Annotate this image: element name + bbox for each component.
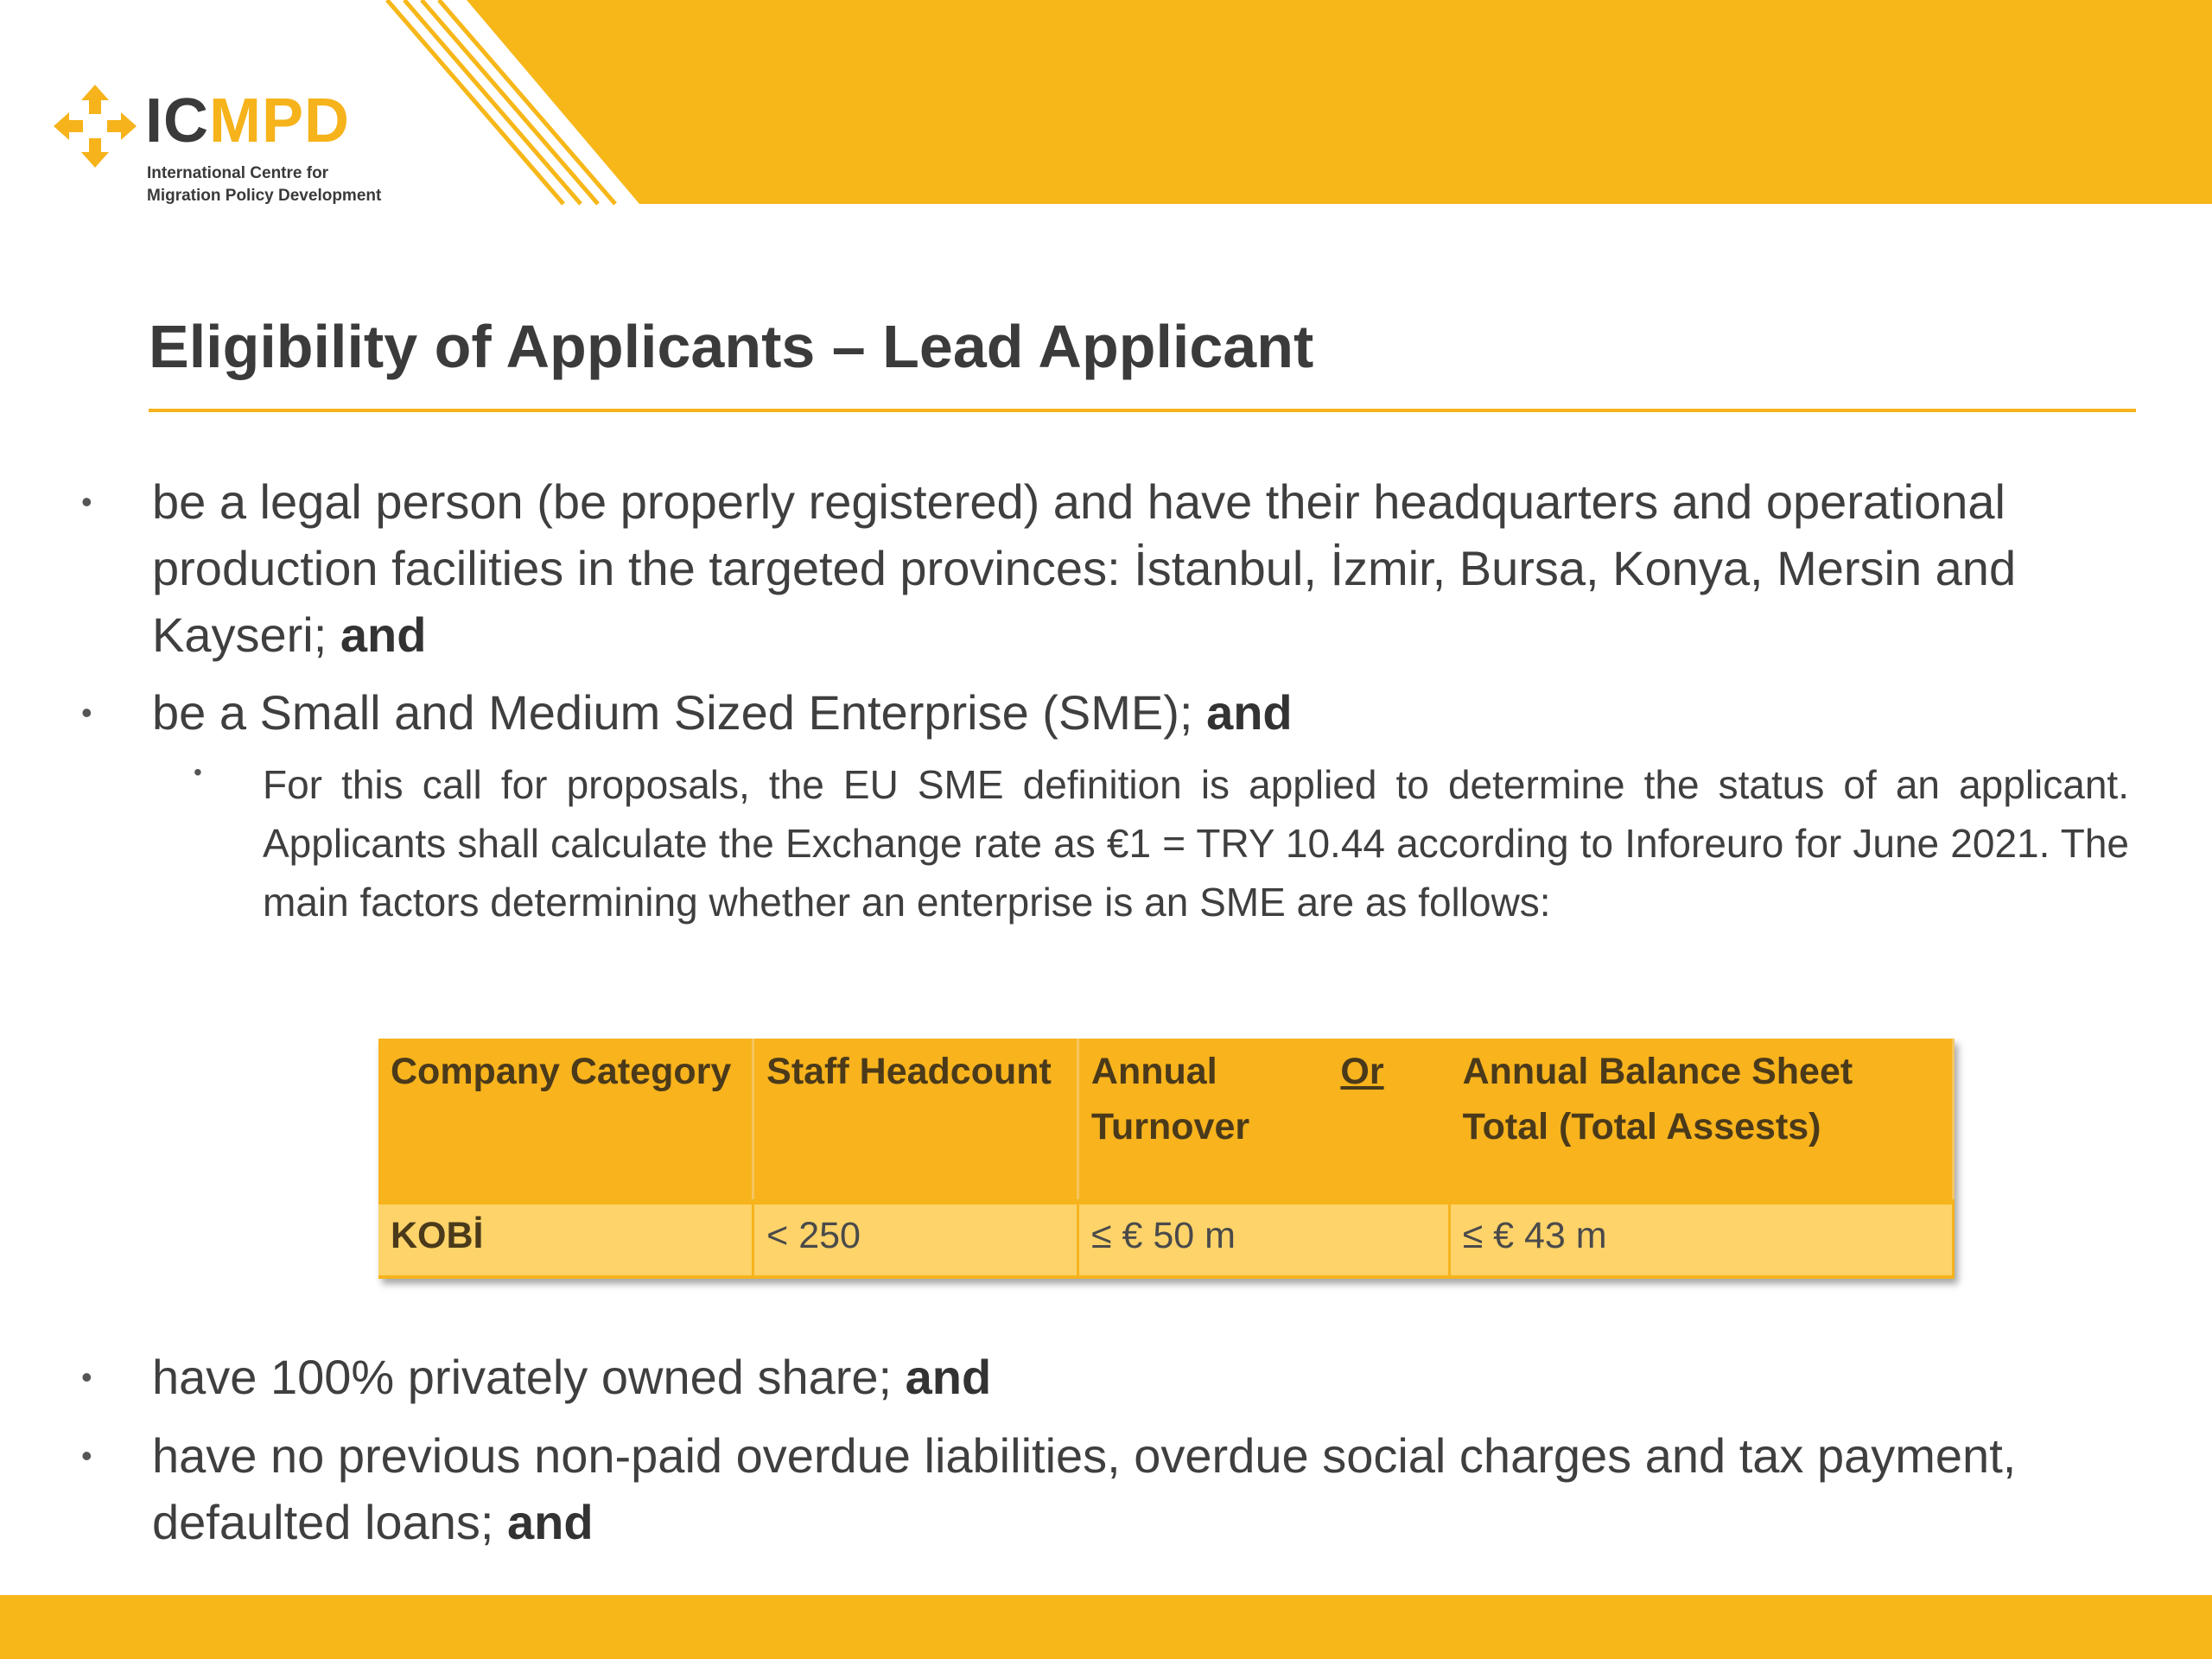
table-row	[378, 1202, 1954, 1277]
sub-bullet-sme-definition: For this call for proposals, the EU SME definition is applied to determine the status of an applicant. Applicants shall calculate the Exchange rate as €1 = TRY 10.44 according to Inforeuro for June 2021. The main factors determining whether an enterprise is an SME are as follows:	[263, 762, 2129, 925]
header-company-category: Company Category	[378, 1039, 753, 1202]
sub-bullet-dot: •	[194, 759, 202, 785]
sme-criteria-table	[378, 1039, 1955, 1279]
bullet-dot: •	[81, 695, 92, 730]
header-balance-sheet: Annual Balance Sheet Total (Total Assests)	[1449, 1039, 1953, 1202]
bullet-no-liabilities	[152, 1422, 2139, 1555]
bullet-legal-person-and: and	[340, 607, 427, 662]
bullet-dot: •	[81, 1359, 92, 1395]
bullet-private-share-text: have 100% privately owned share;	[152, 1350, 893, 1404]
cell-turnover: ≤ € 50 m	[1077, 1202, 1449, 1277]
slide-title: Eligibility of Applicants – Lead Applicant	[149, 313, 1314, 380]
cell-staff: < 250	[753, 1202, 1078, 1277]
bullet-legal-person-text: be a legal person (be properly registered) and have their headquarters and operational production facilities in the targeted provinces: İstanbul, İzmir, Bursa, Konya, Mersin and Kayseri;	[152, 474, 2017, 662]
bullet-legal-person	[152, 468, 2139, 668]
bullet-dot: •	[81, 1438, 92, 1473]
bullet-private-share	[152, 1344, 2139, 1410]
logo-wordmark	[145, 86, 350, 156]
bullet-sme-text: be a Small and Medium Sized Enterprise (SME);	[152, 685, 1193, 740]
cell-category: KOBİ	[378, 1202, 753, 1277]
bullet-sme	[152, 679, 2139, 746]
bullet-dot: •	[81, 484, 92, 519]
icmpd-logo	[52, 83, 432, 213]
logo-subtitle-line1: International Centre for	[147, 164, 329, 182]
footer-band	[0, 1595, 2212, 1659]
header-annual-turnover	[1077, 1039, 1449, 1202]
logo-word-mpd: MPD	[209, 86, 350, 156]
bullet-no-liabilities-and: and	[506, 1495, 594, 1549]
arrows-cross-icon	[52, 83, 138, 169]
bullet-sme-and: and	[1206, 685, 1293, 740]
header-annual-turnover-text: Annual Turnover	[1090, 1051, 1250, 1147]
header-or-link[interactable]: Or	[1340, 1051, 1384, 1092]
logo-subtitle-line2: Migration Policy Development	[147, 187, 382, 205]
table-header-row	[378, 1039, 1954, 1202]
logo-subtitle	[147, 162, 381, 207]
bullet-private-share-and: and	[905, 1350, 992, 1404]
header-staff-headcount: Staff Headcount	[753, 1039, 1078, 1202]
bullet-no-liabilities-text: have no previous non-paid overdue liabilities, overdue social charges and tax payment, defaulted loans;	[152, 1428, 2017, 1549]
logo-word-ic: IC	[145, 86, 209, 156]
cell-balance: ≤ € 43 m	[1449, 1202, 1953, 1277]
title-underline	[149, 409, 2136, 412]
